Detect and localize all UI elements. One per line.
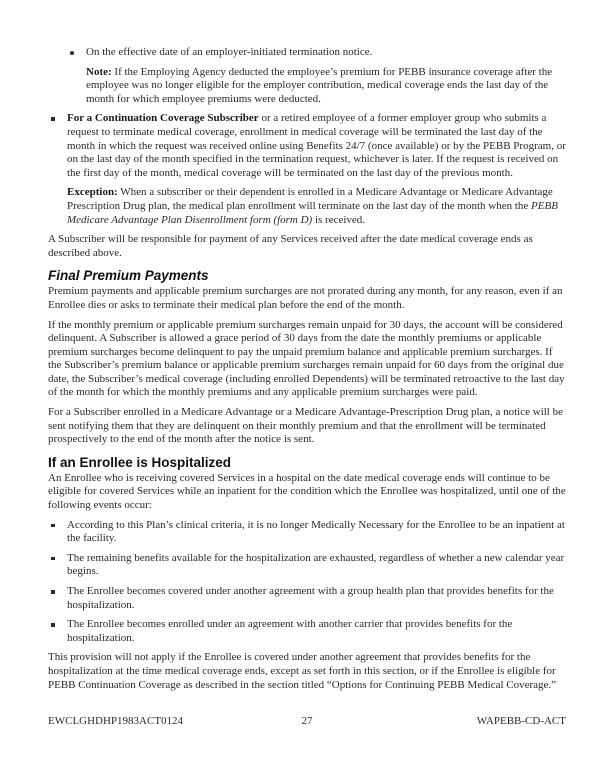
exception-label: Exception:	[67, 186, 118, 199]
continuation-label: For a Continuation Coverage Subscriber	[67, 112, 259, 125]
exception-text-before: When a subscriber or their dependent is enrolled in a Medicare Advantage or Medicare Advantage Prescription Drug plan, the medical plan enrollment will terminate on the last day of the month when the	[67, 186, 553, 212]
exception-paragraph	[67, 186, 566, 227]
bullet-text: On the effective date of an employer-initiated termination notice.	[86, 46, 373, 58]
event-text: The Enrollee becomes covered under another agreement with a group health plan that provides benefits for the hospitalization.	[67, 585, 554, 611]
footer-plan-code: WAPEBB-CD-ACT	[476, 715, 566, 728]
hospitalized-heading: If an Enrollee is Hospitalized	[48, 454, 232, 470]
footer-page-number: 27	[301, 715, 313, 728]
page-footer	[48, 714, 566, 728]
round-bullet-icon	[67, 46, 86, 59]
square-bullet-icon	[48, 552, 67, 565]
termination-bullet-employer-notice	[48, 46, 566, 60]
exception-form-name: PEBB Medicare Advantage Plan Disenrollment form (form D)	[67, 199, 558, 226]
final-premium-paragraph-3: For a Subscriber enrolled in a Medicare Advantage or a Medicare Advantage-Prescription Drug plan, a notice will be sent notifying them that they are delinquent on their monthly premium and that the enrollment will be terminated prospectively to the end of the month after the notice is sent.	[48, 406, 563, 446]
note-label: Note:	[86, 65, 112, 78]
exception-text-after: is received.	[312, 213, 366, 226]
final-premium-heading: Final Premium Payments	[48, 268, 209, 284]
final-premium-paragraph-2: If the monthly premium or applicable premium surcharges remain unpaid for 30 days, the account will be considered delinquent. A Subscriber is allowed a grace period of 30 days from the date the monthly premiums or applicable premium surcharges become delinquent to pay the unpaid premium balance and applicable premium surcharges. If the Subscriber’s premium balance or applicable premium surcharges remain unpaid for 60 days from the original due date, the Subscriber’s medical coverage (including enrolled Dependents) will be terminated retroactive to the last day of the month for which the monthly premiums and any applicable premium surcharges were paid.	[48, 318, 565, 399]
square-bullet-icon	[48, 112, 67, 125]
footer-doc-code: EWCLGHDHP1983ACT0124	[48, 715, 184, 728]
termination-bullet-continuation	[48, 112, 566, 180]
square-bullet-icon	[48, 519, 67, 532]
hospitalized-intro: An Enrollee who is receiving covered Services in a hospital on the date medical coverage ends will continue to be eligible for covered Services while an inpatient for the condition which the Enrollee was hospitalized, until one of the following events occur:	[48, 471, 566, 512]
square-bullet-icon	[48, 618, 67, 631]
event-text: According to this Plan’s clinical criteria, it is no longer Medically Necessary for the Enrollee to be an inpatient at the facility.	[67, 518, 565, 545]
page-content	[48, 46, 566, 692]
event-text: The remaining benefits available for the hospitalization are exhausted, regardless of whether a new calendar year begins.	[67, 551, 565, 578]
square-bullet-icon	[48, 585, 67, 598]
hospitalized-event-item	[48, 618, 566, 645]
responsibility-paragraph: A Subscriber will be responsible for payment of any Services received after the date medical coverage ends as described above.	[48, 233, 533, 259]
event-text: The Enrollee becomes enrolled under an agreement with another carrier that provides benefits for the hospitalization.	[67, 618, 513, 644]
note-paragraph	[86, 66, 566, 107]
hospitalized-event-item	[48, 552, 566, 579]
hospitalized-event-item	[48, 519, 566, 546]
hospitalized-closing: This provision will not apply if the Enrollee is covered under another agreement that provides benefits for the hospitalization at the time medical coverage ends, except as set forth in this section, or if the Enrollee is eligible for PEBB Continuation Coverage as described in the section titled “Options for Continuing PEBB Medical Coverage.”	[48, 651, 557, 691]
continuation-text: or a retired employee of a former employer group who submits a request to terminate medical coverage, enrollment in medical coverage will be terminated the last day of the month in which the request was received online using Benefits 24/7 (once available) or by the PEBB Program, or on the last day of the month specified in the termination request, whichever is later. If the request is received on the first day of the month, medical coverage will be terminated on the last day of the previous month.	[67, 112, 566, 179]
hospitalized-event-item	[48, 585, 566, 612]
continuation-text-block	[67, 112, 566, 180]
note-text: If the Employing Agency deducted the employee’s premium for PEBB insurance coverage after the employee was no longer eligible for the employer contribution, medical coverage ends the last day of the month for which employee premiums were deducted.	[86, 65, 553, 105]
final-premium-paragraph-1: Premium payments and applicable premium surcharges are not prorated during any month, for any reason, even if an Enrollee dies or asks to terminate their medical plan before the end of the month.	[48, 285, 563, 311]
